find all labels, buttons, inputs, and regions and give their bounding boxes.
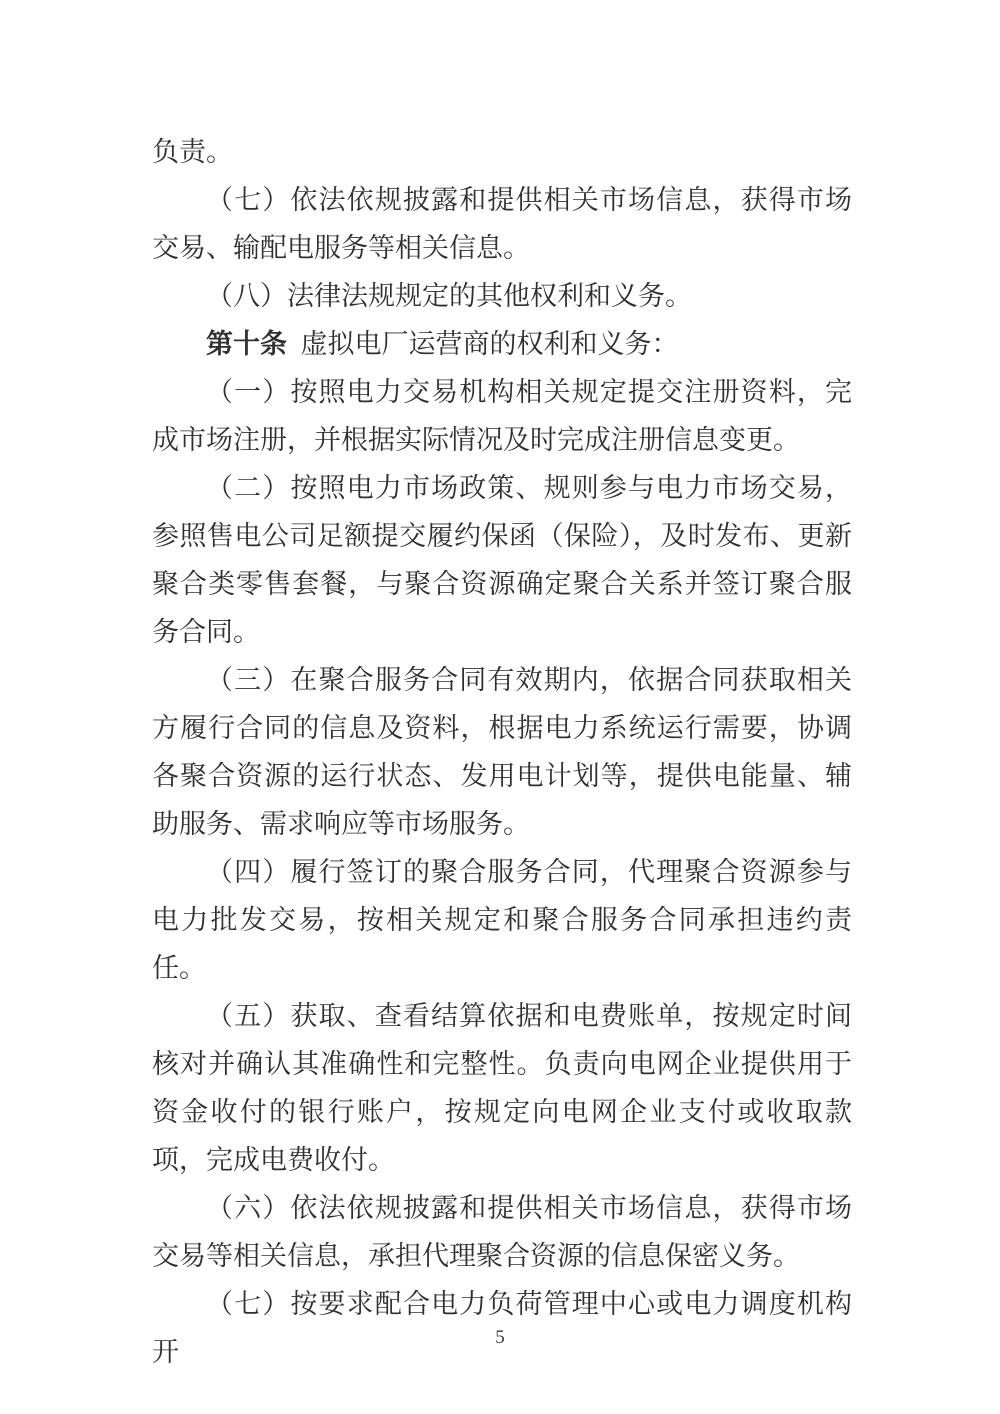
page-number: 5 [495, 1327, 505, 1348]
article-title: 虚拟电厂运营商的权利和义务： [300, 329, 679, 359]
text-paragraph-continuation: 负责。 [152, 137, 233, 167]
document-body [152, 128, 852, 1376]
text-paragraph-item-2: （二）按照电力市场政策、规则参与电力市场交易，参照售电公司足额提交履约保函（保险），及时发布、更新聚合类零售套餐，与聚合资源确定聚合关系并签订聚合服务合同。 [152, 473, 852, 647]
text-paragraph-item-7-partial: （七）按要求配合电力负荷管理中心或电力调度机构开 [152, 1289, 852, 1367]
article-10-heading [152, 320, 852, 368]
text-paragraph-item-4: （四）履行签订的聚合服务合同，代理聚合资源参与电力批发交易，按相关规定和聚合服务合同承担违约责任。 [152, 857, 852, 983]
text-paragraph-item-8: （八）法律法规规定的其他权利和义务。 [206, 281, 692, 311]
text-paragraph-item-6: （六）依法依规披露和提供相关市场信息，获得市场交易等相关信息，承担代理聚合资源的信息保密义务。 [152, 1193, 852, 1271]
text-paragraph-item-7: （七）依法依规披露和提供相关市场信息，获得市场交易、输配电服务等相关信息。 [152, 185, 852, 263]
text-paragraph-item-1: （一）按照电力交易机构相关规定提交注册资料，完成市场注册，并根据实际情况及时完成注册信息变更。 [152, 377, 852, 455]
text-paragraph-item-5: （五）获取、查看结算依据和电费账单，按规定时间核对并确认其准确性和完整性。负责向电网企业提供用于资金收付的银行账户，按规定向电网企业支付或收取款项，完成电费收付。 [152, 1001, 852, 1175]
article-number: 第十条 [206, 329, 287, 359]
text-paragraph-item-3: （三）在聚合服务合同有效期内，依据合同获取相关方履行合同的信息及资料，根据电力系统运行需要，协调各聚合资源的运行状态、发用电计划等，提供电能量、辅助服务、需求响应等市场服务。 [152, 665, 852, 839]
